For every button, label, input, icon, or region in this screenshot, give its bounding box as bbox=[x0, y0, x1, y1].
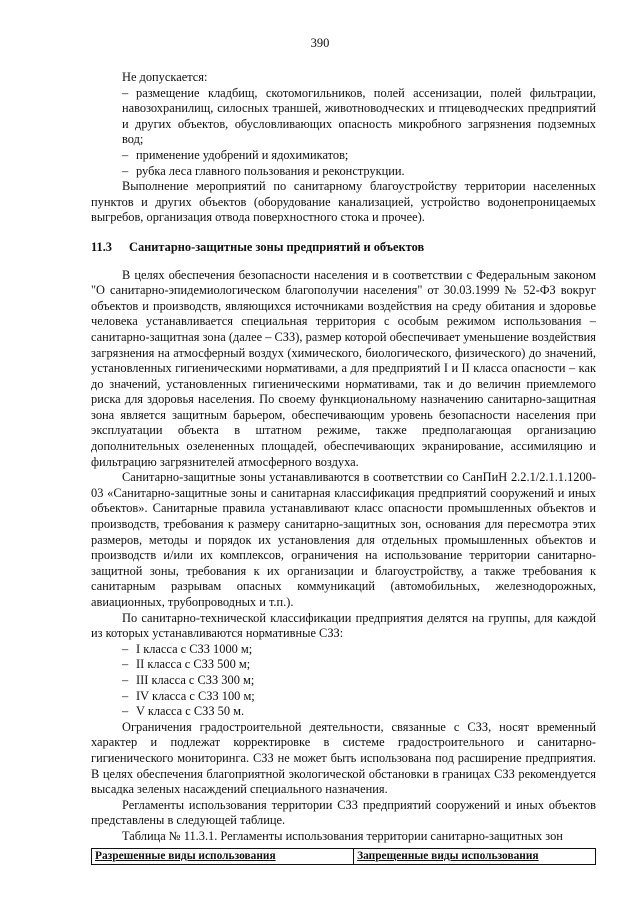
dash-marker: – bbox=[122, 672, 129, 687]
dash-marker: – bbox=[122, 688, 129, 703]
class-list-item bbox=[91, 673, 596, 689]
page-number: 390 bbox=[310, 36, 330, 50]
paragraph: Санитарно-защитные зоны устанавливаются в соответствии со СанПиН 2.2.1/2.1.1.1200-03 «Санитарно-защитные зоны и санитарная классификация предприятий сооружений и иных объектов». Санитарные правила устанавливают класс опасности промышленных объектов и производств, требования к размеру санитарно-защитных зон, основания для пересмотра этих размеров, методы и порядок их установления для отдельных промышленных объектов и производств и/или их комплексов, ограничения на использование территории санитарно-защитной зоны, требования к их организации и благоустройству, а также требования к санитарным разрывам опасных коммуникаций (автомобильных, железнодорожных, авиационных, трубопроводных и т.п.). bbox=[91, 470, 596, 609]
dash-marker: – bbox=[122, 657, 129, 672]
list-item bbox=[91, 86, 596, 148]
section-heading bbox=[91, 240, 596, 256]
list-item-text: применение удобрений и ядохимикатов; bbox=[136, 147, 349, 162]
list-item bbox=[91, 164, 596, 180]
dash-marker: – bbox=[122, 147, 129, 162]
document-body bbox=[91, 70, 596, 865]
table-header-allowed: Разрешенные виды использования bbox=[92, 848, 354, 864]
paragraph: В целях обеспечения безопасности населения и в соответствии с Федеральным законом "О санитарно-эпидемиологическом благополучии населения" от 30.03.1999 № 52-ФЗ вокруг объектов и производств, являющихся источниками воздействия на среду обитания и здоровье человека устанавливается специальная территория с особым режимом использования – санитарно-защитная зона (далее – СЗЗ), размер которой обеспечивает уменьшение воздействия загрязнения на атмосферный воздух (химического, биологического, физического) до значений, установленных гигиеническими нормативами, а для предприятий I и II класса опасности – как до значений, установленных гигиеническими нормативами, так и до величин приемлемого риска для здоровья населения. По своему функциональному назначению санитарно-защитная зона является защитным барьером, обеспечивающим уровень безопасности населения при эксплуатации объекта в штатном режиме, также предполагающая организацию дополнительных озелененных площадей, обеспечивающих экранирование, ассимиляцию и фильтрацию загрязнителей атмосферного воздуха. bbox=[91, 267, 596, 469]
class-list-item bbox=[91, 689, 596, 705]
measures-paragraph: Выполнение мероприятий по санитарному благоустройству территории населенных пунктов и других объектов (оборудование канализацией, устройство водонепроницаемых выгребов, организация отвода поверхностного стока и прочее). bbox=[91, 179, 596, 225]
dash-marker: – bbox=[122, 163, 129, 178]
dash-marker: – bbox=[122, 704, 129, 719]
table-header-forbidden: Запрещенные виды использования bbox=[354, 848, 596, 864]
section-number: 11.3 bbox=[91, 239, 112, 254]
table-header-row bbox=[92, 848, 596, 864]
not-allowed-label: Не допускается: bbox=[122, 70, 208, 84]
list-item bbox=[91, 148, 596, 164]
class-item-text: V класса с СЗЗ 50 м. bbox=[136, 704, 245, 719]
paragraph: Ограничения градостроительной деятельности, связанные с СЗЗ, носят временный характер и подлежат корректировке в системе градостроительного и санитарно-гигиенического мониторинга. СЗЗ не может быть использована под расширение предприятия. В целях обеспечения благоприятной экологической обстановки в границах СЗЗ рекомендуется высадка зеленых насаждений специального назначения. bbox=[91, 719, 596, 797]
class-list-item bbox=[91, 657, 596, 673]
class-item-text: I класса с СЗЗ 1000 м; bbox=[136, 641, 253, 656]
class-item-text: III класса с СЗЗ 300 м; bbox=[136, 672, 255, 687]
paragraph: Регламенты использования территории СЗЗ предприятий сооружений и иных объектов представлены в следующей таблице. bbox=[91, 797, 596, 828]
section-title: Санитарно-защитные зоны предприятий и объектов bbox=[129, 239, 425, 254]
class-list-item bbox=[91, 704, 596, 720]
class-item-text: II класса с СЗЗ 500 м; bbox=[136, 657, 251, 672]
dash-marker: – bbox=[122, 85, 129, 100]
list-item-text: рубка леса главного пользования и реконструкции. bbox=[136, 163, 405, 178]
list-item-text: размещение кладбищ, скотомогильников, полей ассенизации, полей фильтрации, навозохранилищ, силосных траншей, животноводческих и птицеводческих предприятий и других объектов, обусловливающих опасность микробного загрязнения подземных вод; bbox=[122, 85, 596, 147]
class-item-text: IV класса с СЗЗ 100 м; bbox=[136, 688, 255, 703]
dash-marker: – bbox=[122, 641, 129, 656]
class-list-item bbox=[91, 642, 596, 658]
regulations-table bbox=[91, 848, 596, 865]
paragraph: По санитарно-технической классификации предприятия делятся на группы, для каждой из которых устанавливаются нормативные СЗЗ: bbox=[91, 610, 596, 641]
table-caption: Таблица № 11.3.1. Регламенты использования территории санитарно-защитных зон bbox=[122, 828, 563, 843]
